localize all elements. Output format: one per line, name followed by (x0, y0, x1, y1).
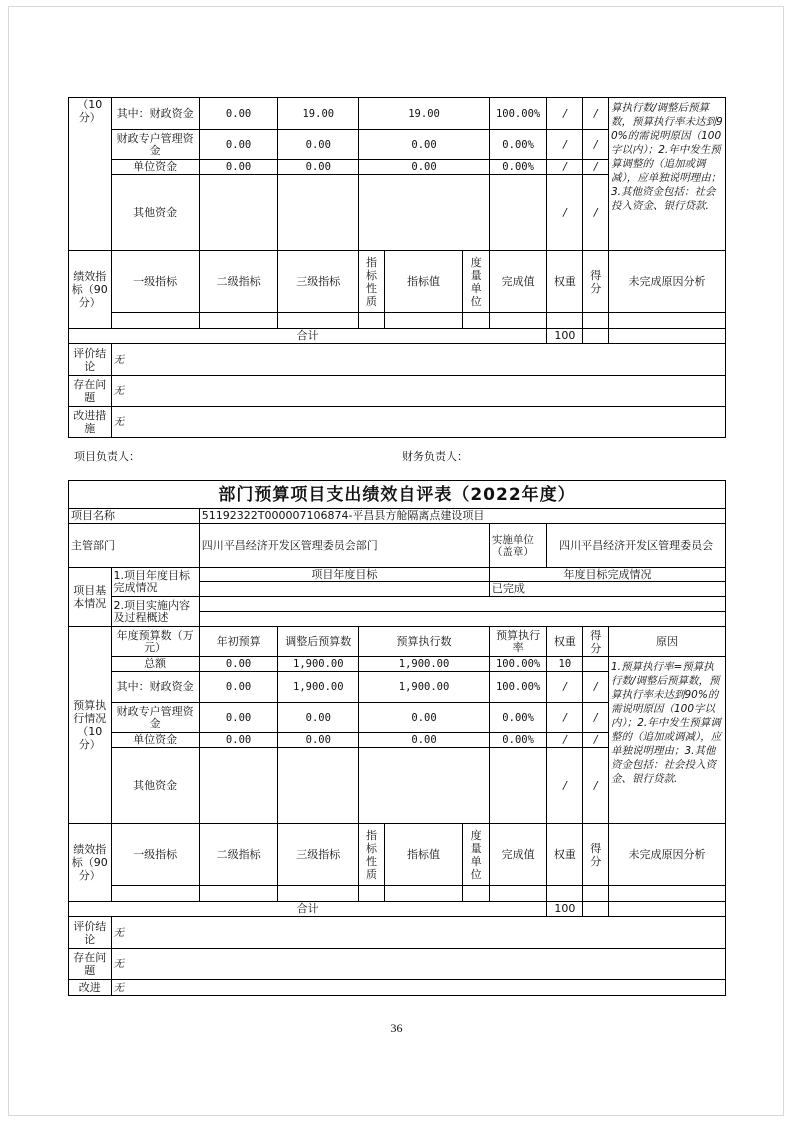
header-initial-budget: 年初预算 (199, 627, 278, 657)
row-label-caizheng: 其中：财政资金 (111, 672, 199, 703)
cell-score: / (583, 672, 609, 703)
cell-score: / (583, 703, 609, 733)
cell-weight: / (547, 130, 583, 160)
row-label-qita: 其他资金 (111, 748, 199, 824)
cell-exec-rate: 100.00% (489, 657, 546, 672)
existing-problems-label: 存在问题 (69, 376, 112, 407)
header-score: 得分 (583, 824, 609, 886)
cell-executed: 0.00 (359, 703, 490, 733)
table-row (69, 524, 726, 568)
header-executed: 预算执行数 (359, 627, 490, 657)
cell-empty (489, 175, 546, 251)
cell-exec-rate: 100.00% (489, 98, 546, 130)
header-indicator-value: 指标值 (384, 251, 463, 313)
header-reason: 原因 (608, 627, 725, 657)
total-weight: 100 (547, 902, 583, 917)
table-row (69, 251, 726, 313)
header-adjusted-budget: 调整后预算数 (278, 627, 359, 657)
cell-weight: 10 (547, 657, 583, 672)
existing-problems-value: 无 (111, 376, 725, 407)
budget-exec-label: （10分） (69, 98, 112, 251)
cell-weight: / (547, 672, 583, 703)
row-label-caizhuan: 财政专户管理资金 (111, 703, 199, 733)
cell-exec-rate: 0.00% (489, 130, 546, 160)
implementing-unit-label: 实施单位（盖章） (489, 524, 546, 568)
cell-empty (359, 175, 490, 251)
perf-indicators-label: 绩效指标（90分） (69, 251, 112, 329)
cell-weight: / (547, 748, 583, 824)
cell-exec-rate: 100.00% (489, 672, 546, 703)
header-level2: 二级指标 (199, 251, 278, 313)
cell-weight: / (547, 160, 583, 175)
cell-executed: 19.00 (359, 98, 490, 130)
page-number: 36 (390, 1021, 403, 1035)
cell-weight: / (547, 703, 583, 733)
header-completed-value: 完成值 (489, 824, 546, 886)
header-exec-rate: 预算执行率 (489, 627, 546, 657)
existing-problems-label: 存在问题 (69, 949, 112, 980)
cell-executed: 1,900.00 (359, 657, 490, 672)
project-basic-info-label: 项目基本情况 (69, 568, 112, 627)
finance-lead-label: 财务负责人： (402, 450, 468, 463)
annual-goal-completion-label: 1.项目年度目标完成情况 (111, 568, 199, 597)
header-incomplete-reason: 未完成原因分析 (608, 251, 725, 313)
reason-note: 算执行数/调整后预算数，预算执行率未达到90%的需说明原因（100字以内）；2.年中发生预算调整的（追加或调减），应单独说明理由；3.其他资金包括：社会投入资金、银行贷款. (608, 98, 725, 251)
cell-adjusted-budget: 0.00 (278, 130, 359, 160)
table-row (69, 597, 726, 612)
supervising-dept-label: 主管部门 (69, 524, 200, 568)
table-row (69, 509, 726, 524)
row-label-qita: 其他资金 (111, 175, 199, 251)
cell-adjusted-budget: 1,900.00 (278, 657, 359, 672)
table-row (69, 657, 726, 672)
improvement-measures-label: 改进措施 (69, 407, 112, 438)
cell-exec-rate: 0.00% (489, 160, 546, 175)
cell-score: / (583, 748, 609, 824)
cell-score: / (583, 160, 609, 175)
evaluation-conclusion-label: 评价结论 (69, 917, 112, 949)
project-lead-label: 项目负责人： (74, 450, 140, 463)
header-level3: 三级指标 (278, 824, 359, 886)
header-indicator-value: 指标值 (384, 824, 463, 886)
cell-adjusted-budget: 19.00 (278, 98, 359, 130)
table-row (69, 824, 726, 886)
budget-table-continued (68, 97, 726, 438)
table-row (69, 329, 726, 344)
cell-initial-budget: 0.00 (199, 672, 278, 703)
header-score: 得分 (583, 251, 609, 313)
header-weight: 权重 (547, 824, 583, 886)
cell-executed: 0.00 (359, 733, 490, 748)
header-level1: 一级指标 (111, 824, 199, 886)
perf-indicators-label: 绩效指标（90分） (69, 824, 112, 902)
cell-executed: 0.00 (359, 130, 490, 160)
cell-weight: / (547, 175, 583, 251)
improvement-measures-label: 改进 (69, 980, 112, 996)
annual-goal-status-header: 年度目标完成情况 (489, 568, 725, 582)
cell-score: / (583, 733, 609, 748)
annual-goal-header: 项目年度目标 (199, 568, 489, 582)
row-label-danwei: 单位资金 (111, 733, 199, 748)
table-row (69, 902, 726, 917)
header-level1: 一级指标 (111, 251, 199, 313)
table-row (69, 980, 726, 996)
header-indicator-nature: 指标性质 (359, 251, 385, 313)
header-incomplete-reason: 未完成原因分析 (608, 824, 725, 886)
cell-exec-rate: 0.00% (489, 733, 546, 748)
cell-score (583, 657, 609, 672)
project-name-label: 项目名称 (69, 509, 200, 524)
row-label-caizheng: 其中：财政资金 (111, 98, 199, 130)
cell-score: / (583, 98, 609, 130)
cell-score: / (583, 130, 609, 160)
header-level3: 三级指标 (278, 251, 359, 313)
header-completed-value: 完成值 (489, 251, 546, 313)
row-label-caizhuan: 财政专户管理资金 (111, 130, 199, 160)
existing-problems-value: 无 (111, 949, 725, 980)
cell-initial-budget: 0.00 (199, 130, 278, 160)
implementation-overview-label: 2.项目实施内容及过程概述 (111, 597, 199, 627)
cell-adjusted-budget: 0.00 (278, 160, 359, 175)
total-weight: 100 (547, 329, 583, 344)
row-label-total: 总额 (111, 657, 199, 672)
improvement-measures-value: 无 (111, 407, 725, 438)
implementing-unit-value: 四川平昌经济开发区管理委员会 (547, 524, 726, 568)
cell-empty (199, 175, 278, 251)
cell-empty (278, 175, 359, 251)
budget-exec-label: 预算执行情况（10分） (69, 627, 112, 824)
header-level2: 二级指标 (199, 824, 278, 886)
cell-initial-budget: 0.00 (199, 703, 278, 733)
cell-initial-budget: 0.00 (199, 160, 278, 175)
table-row (69, 407, 726, 438)
table-row (69, 376, 726, 407)
total-label: 合计 (69, 329, 547, 344)
project-name-value: 51192322T000007106874-平昌县方舱隔离点建设项目 (199, 509, 725, 524)
cell-adjusted-budget: 0.00 (278, 733, 359, 748)
cell-weight: / (547, 98, 583, 130)
implementation-overview-value (199, 597, 725, 612)
table-row (69, 568, 726, 582)
budget-self-evaluation-table (68, 480, 726, 996)
annual-goal-value (199, 582, 489, 597)
cell-exec-rate: 0.00% (489, 703, 546, 733)
header-score: 得分 (583, 627, 609, 657)
table-row (69, 98, 726, 130)
annual-goal-status-value: 已完成 (489, 582, 725, 597)
evaluation-conclusion-value: 无 (111, 917, 725, 949)
total-label: 合计 (69, 902, 547, 917)
cell-weight: / (547, 733, 583, 748)
cell-adjusted-budget: 0.00 (278, 703, 359, 733)
implementation-overview-value-2 (199, 612, 725, 627)
page-title: 部门预算项目支出绩效自评表（2022年度） (69, 481, 726, 509)
table-row (69, 949, 726, 980)
header-weight: 权重 (547, 251, 583, 313)
table-row (69, 313, 726, 329)
improvement-measures-value: 无 (111, 980, 725, 996)
table-row (69, 886, 726, 902)
cell-initial-budget: 0.00 (199, 98, 278, 130)
header-unit: 度量单位 (463, 824, 490, 886)
cell-score: / (583, 175, 609, 251)
header-annual-budget: 年度预算数（万元） (111, 627, 199, 657)
cell-executed: 1,900.00 (359, 672, 490, 703)
cell-initial-budget: 0.00 (199, 657, 278, 672)
evaluation-conclusion-value: 无 (111, 344, 725, 376)
table-row (69, 627, 726, 657)
header-indicator-nature: 指标性质 (359, 824, 385, 886)
header-unit: 度量单位 (463, 251, 490, 313)
cell-initial-budget: 0.00 (199, 733, 278, 748)
cell-executed: 0.00 (359, 160, 490, 175)
table-row (69, 481, 726, 509)
table-row (69, 344, 726, 376)
evaluation-conclusion-label: 评价结论 (69, 344, 112, 376)
header-weight: 权重 (547, 627, 583, 657)
row-label-danwei: 单位资金 (111, 160, 199, 175)
table-row (69, 917, 726, 949)
supervising-dept-value: 四川平昌经济开发区管理委员会部门 (199, 524, 489, 568)
reason-note: 1.预算执行率=预算执行数/调整后预算数，预算执行率未达到90%的需说明原因（100字以内）；2.年中发生预算调整的（追加或调减），应单独说明理由；3.其他资金包括：社会投入资金、银行贷款. (608, 657, 725, 824)
cell-adjusted-budget: 1,900.00 (278, 672, 359, 703)
